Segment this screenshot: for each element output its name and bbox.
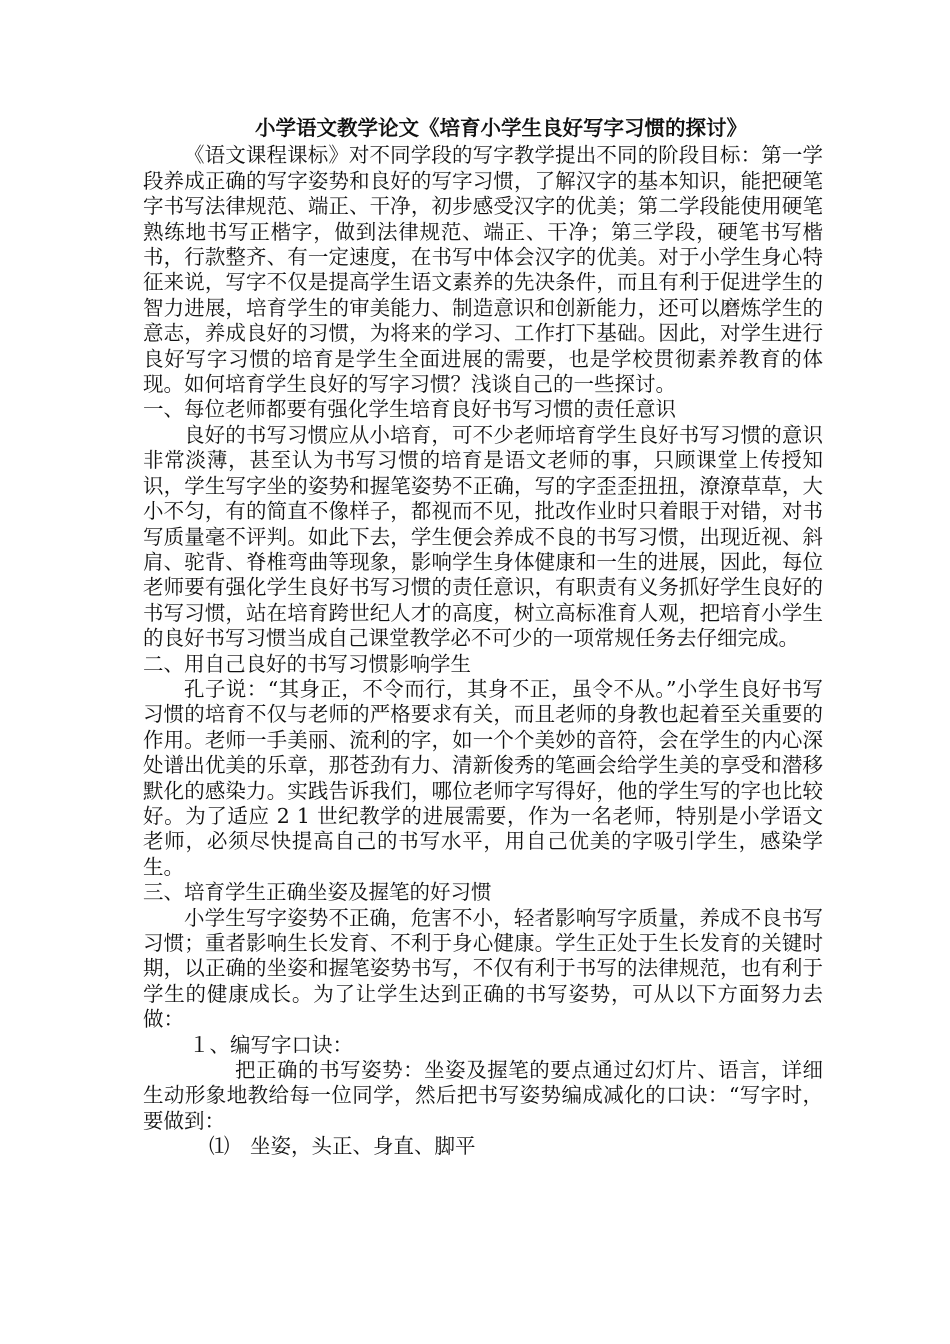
list-item-1-body: 把正确的书写姿势：坐姿及握笔的要点通过幻灯片、语言，详细生动形象地教给每一位同学，然后把书写姿势编成减化的口诀：“写字时，要做到： — [143, 1058, 823, 1133]
section-heading-2: 二、用自己良好的书写习惯影响学生 — [143, 651, 471, 676]
section-body-3: 小学生写字姿势不正确，危害不小，轻者影响写字质量，养成不良书写习惯；重者影响生长发育、不利于身心健康。学生正处于生长发育的关键时期，以正确的坐姿和握笔姿势书写，不仅有利于书写的法律规范，也有利于学生的健康成长。为了让学生达到正确的书写姿势，可从以下方面努力去做： — [143, 905, 823, 1032]
section-heading-3: 三、培育学生正确坐姿及握笔的好习惯 — [143, 880, 492, 905]
section-heading-1: 一、每位老师都要有强化学生培育良好书写习惯的责任意识 — [143, 397, 676, 422]
list-item-1: １、编写字口诀： — [189, 1032, 353, 1057]
document-page — [143, 116, 823, 1160]
section-body-2: 孔子说：“其身正，不令而行，其身不正，虽令不从。”小学生良好书写习惯的培育不仅与老师的严格要求有关，而且老师的身教也起着至关重要的作用。老师一手美丽、流利的字，如一个个美妙的音符，会在学生的内心深处谱出优美的乐章，那苍劲有力、清新俊秀的笔画会给学生美的享受和潜移默化的感染力。实践告诉我们，哪位老师字写得好，他的学生写的字也比较好。为了适应 2 1 世纪教学的进展需要，作为一名老师，特别是小学语文老师，必须尽快提高自己的书写水平，用自己优美的字吸引学生，感染学生。 — [143, 676, 823, 879]
document-title: 小学语文教学论文《培育小学生良好写字习惯的探讨》 — [255, 116, 747, 140]
sub-item-1: ⑴ 坐姿，头正、身直、脚平 — [209, 1134, 476, 1159]
section-body-1: 良好的书写习惯应从小培育，可不少老师培育学生良好书写习惯的意识非常淡薄，甚至认为书写习惯的培育是语文老师的事，只顾课堂上传授知识，学生写字坐的姿势和握笔姿势不正确，写的字歪歪扭扭，潦潦草草，大小不匀，有的简直不像样子，都视而不见，批改作业时只着眼于对错，对书写质量毫不评判。如此下去，学生便会养成不良的书写习惯，出现近视、斜肩、驼背、脊椎弯曲等现象，影响学生身体健康和一生的进展，因此，每位老师要有强化学生良好书写习惯的责任意识，有职责有义务抓好学生良好的书写习惯，站在培育跨世纪人才的高度，树立高标准育人观，把培育小学生的良好书写习惯当成自己课堂教学必不可少的一项常规任务去仔细完成。 — [143, 422, 823, 651]
intro-paragraph: 《语文课程课标》对不同学段的写字教学提出不同的阶段目标：第一学段养成正确的写字姿势和良好的写字习惯，了解汉字的基本知识，能把硬笔字书写法律规范、端正、干净，初步感受汉字的优美；第二学段能使用硬笔熟练地书写正楷字，做到法律规范、端正、干净；第三学段，硬笔书写楷书，行款整齐、有一定速度，在书写中体会汉字的优美。对于小学生身心特征来说，写字不仅是提高学生语文素养的先决条件，而且有利于促进学生的智力进展，培育学生的审美能力、制造意识和创新能力，还可以磨炼学生的意志，养成良好的习惯，为将来的学习、工作打下基础。因此，对学生进行良好写字习惯的培育是学生全面进展的需要，也是学校贯彻素养教育的体现。如何培育学生良好的写字习惯？浅谈自己的一些探讨。 — [143, 143, 823, 397]
